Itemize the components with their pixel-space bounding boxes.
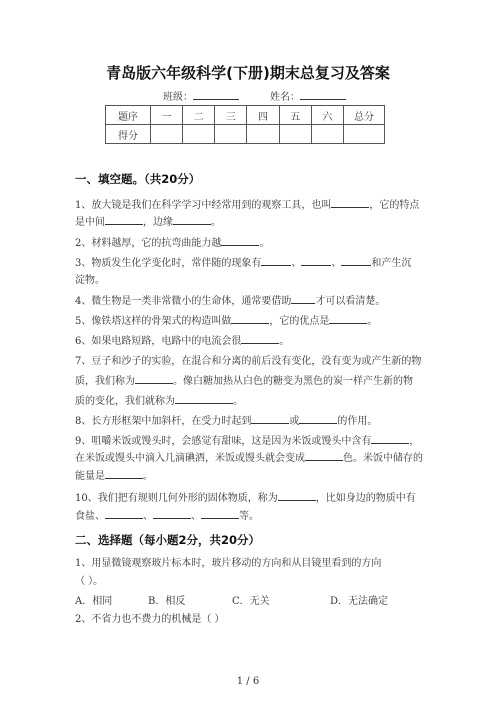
option-b[interactable]: B．相反 <box>148 596 186 607</box>
answer-blank[interactable] <box>299 412 337 424</box>
question-line <box>75 467 153 482</box>
answer-blank[interactable] <box>105 507 143 519</box>
score-cell[interactable] <box>215 125 247 144</box>
question-line <box>75 196 419 211</box>
question-line <box>75 312 377 327</box>
name-field <box>270 88 346 103</box>
line-text: 是中间 <box>75 217 105 228</box>
score-header-cell: 三 <box>215 106 247 125</box>
score-header-cell: 六 <box>311 106 343 125</box>
answer-blank[interactable] <box>291 292 315 304</box>
score-header-cell: 一 <box>151 106 183 125</box>
line-text: 。 <box>233 396 243 407</box>
question-line <box>75 292 385 307</box>
option-c[interactable]: C．无关 <box>232 596 270 607</box>
answer-blank[interactable] <box>261 254 291 266</box>
question-line <box>75 412 377 427</box>
line-text: 4、微生物是一类非常微小的生命体，通常要借助 <box>75 296 292 307</box>
score-header-cell: 总分 <box>344 106 385 125</box>
score-cell[interactable] <box>311 125 343 144</box>
class-blank[interactable] <box>193 88 239 100</box>
line-text: 、 <box>331 258 342 269</box>
score-cell[interactable] <box>279 125 311 144</box>
answer-blank[interactable] <box>331 196 369 208</box>
section-2-heading: 二、选择题（每小题2分，共20分） <box>75 533 261 547</box>
question-line <box>75 372 413 387</box>
question-line <box>75 507 259 522</box>
line-text: ，它的特点 <box>369 200 420 211</box>
line-text: 3、物质发生化学变化时，常伴随的现象有 <box>75 258 262 269</box>
line-text: 、 <box>143 511 153 522</box>
answer-blank[interactable] <box>135 372 173 384</box>
score-cell[interactable] <box>344 125 385 144</box>
question-line: 2、不省力也不费力的机械是（ ） <box>75 614 225 625</box>
answer-blank[interactable] <box>221 234 259 246</box>
answer-blank[interactable] <box>175 392 233 404</box>
answer-blank[interactable] <box>105 213 143 225</box>
line-text: 等。 <box>239 511 259 522</box>
line-text: 5、像铁塔这样的骨架式的构造叫做 <box>75 316 232 327</box>
score-row-label: 得分 <box>106 125 151 144</box>
answer-blank[interactable] <box>241 332 279 344</box>
line-text: 10、我们把有规则几何外形的固体物质，称为 <box>75 493 278 504</box>
question-line <box>75 254 411 269</box>
line-text: 才可以看清楚。 <box>315 296 386 307</box>
question-line <box>75 352 421 367</box>
line-text: 在米饭或馒头中滴入几滴碘酒，米饭或馒头就会变成 <box>75 453 305 464</box>
answer-blank[interactable] <box>371 432 409 444</box>
line-text: 2、材料越厚，它的抗弯曲能力越 <box>75 238 222 249</box>
score-header-cell: 题序 <box>106 106 151 125</box>
line-text: 质，我们称为 <box>75 376 135 387</box>
answer-blank[interactable] <box>341 254 371 266</box>
name-blank[interactable] <box>300 88 346 100</box>
line-text: 或 <box>289 416 300 427</box>
line-text: 8、长方形框架中加斜杆，在受力时起到 <box>75 416 252 427</box>
score-header-cell: 五 <box>279 106 311 125</box>
question-line <box>75 432 419 447</box>
line-text: 。 <box>211 217 221 228</box>
option-a[interactable]: A．相同 <box>75 596 113 607</box>
section-1-heading: 一、填空题。（共20分） <box>75 172 201 186</box>
line-text: 、 <box>291 258 302 269</box>
option-d[interactable]: D．无法确定 <box>330 596 389 607</box>
line-text: 7、豆子和沙子的实验，在混合和分离的前后没有变化，没有变为或产生新的物 <box>75 356 422 367</box>
page-number: 1 / 6 <box>236 676 260 687</box>
question-line <box>75 271 105 286</box>
question-line <box>75 234 269 249</box>
score-header-cell: 二 <box>183 106 215 125</box>
answer-blank[interactable] <box>278 489 316 501</box>
line-text: ，比如身边的物质中有 <box>315 493 416 504</box>
question-line <box>75 392 243 407</box>
answer-blank[interactable] <box>173 213 211 225</box>
score-table-header-row <box>106 106 385 125</box>
line-text: ， <box>409 436 420 447</box>
question-line <box>75 332 289 347</box>
score-cell[interactable] <box>151 125 183 144</box>
line-text: 。 <box>279 336 290 347</box>
question-line <box>75 489 416 504</box>
answer-blank[interactable] <box>231 312 269 324</box>
name-label: 姓名： <box>270 92 300 103</box>
answer-blank[interactable] <box>301 254 331 266</box>
score-table <box>105 105 385 144</box>
line-text: 。像白糖加热从白色的糖变为黑色的炭一样产生新的物 <box>173 376 413 387</box>
line-text: 质的变化，我们就称为 <box>75 396 175 407</box>
answer-blank[interactable] <box>153 507 191 519</box>
answer-parenthesis[interactable]: （ ）。 <box>75 576 104 587</box>
line-text: 淀物。 <box>75 275 105 286</box>
line-text: 色。米饭中储存的 <box>343 453 423 464</box>
score-table-score-row <box>106 125 385 144</box>
line-text: 和产生沉 <box>371 258 412 269</box>
question-line <box>75 213 221 228</box>
line-text: ，边缘 <box>143 217 173 228</box>
line-text: ，它的优点是 <box>269 316 330 327</box>
line-text: 。 <box>367 316 378 327</box>
score-header-cell: 四 <box>247 106 279 125</box>
question-line: 1、用显微镜观察玻片标本时，玻片移动的方向和从目镜里看到的方向 <box>75 558 382 569</box>
line-text: 。 <box>143 471 153 482</box>
answer-blank[interactable] <box>105 467 143 479</box>
answer-blank[interactable] <box>201 507 239 519</box>
answer-blank[interactable] <box>305 449 343 461</box>
line-text: 的作用。 <box>337 416 378 427</box>
line-text: 9、咀嚼米饭或馒头时，会感觉有甜味，这是因为米饭或馒头中含有 <box>75 436 372 447</box>
question-line <box>75 449 423 464</box>
class-label: 班级： <box>163 92 193 103</box>
answer-blank[interactable] <box>329 312 367 324</box>
score-cell[interactable] <box>183 125 215 144</box>
line-text: 6、如果电路短路，电路中的电流会很 <box>75 336 242 347</box>
line-text: 1、放大镜是我们在科学学习中经常用到的观察工具，也叫 <box>75 200 332 211</box>
line-text: 。 <box>259 238 270 249</box>
line-text: 食盐、 <box>75 511 105 522</box>
document-title: 青岛版六年级科学(下册)期末总复习及答案 <box>106 64 390 82</box>
answer-blank[interactable] <box>251 412 289 424</box>
score-cell[interactable] <box>247 125 279 144</box>
class-field <box>163 88 239 103</box>
line-text: 能量是 <box>75 471 105 482</box>
line-text: 、 <box>191 511 201 522</box>
